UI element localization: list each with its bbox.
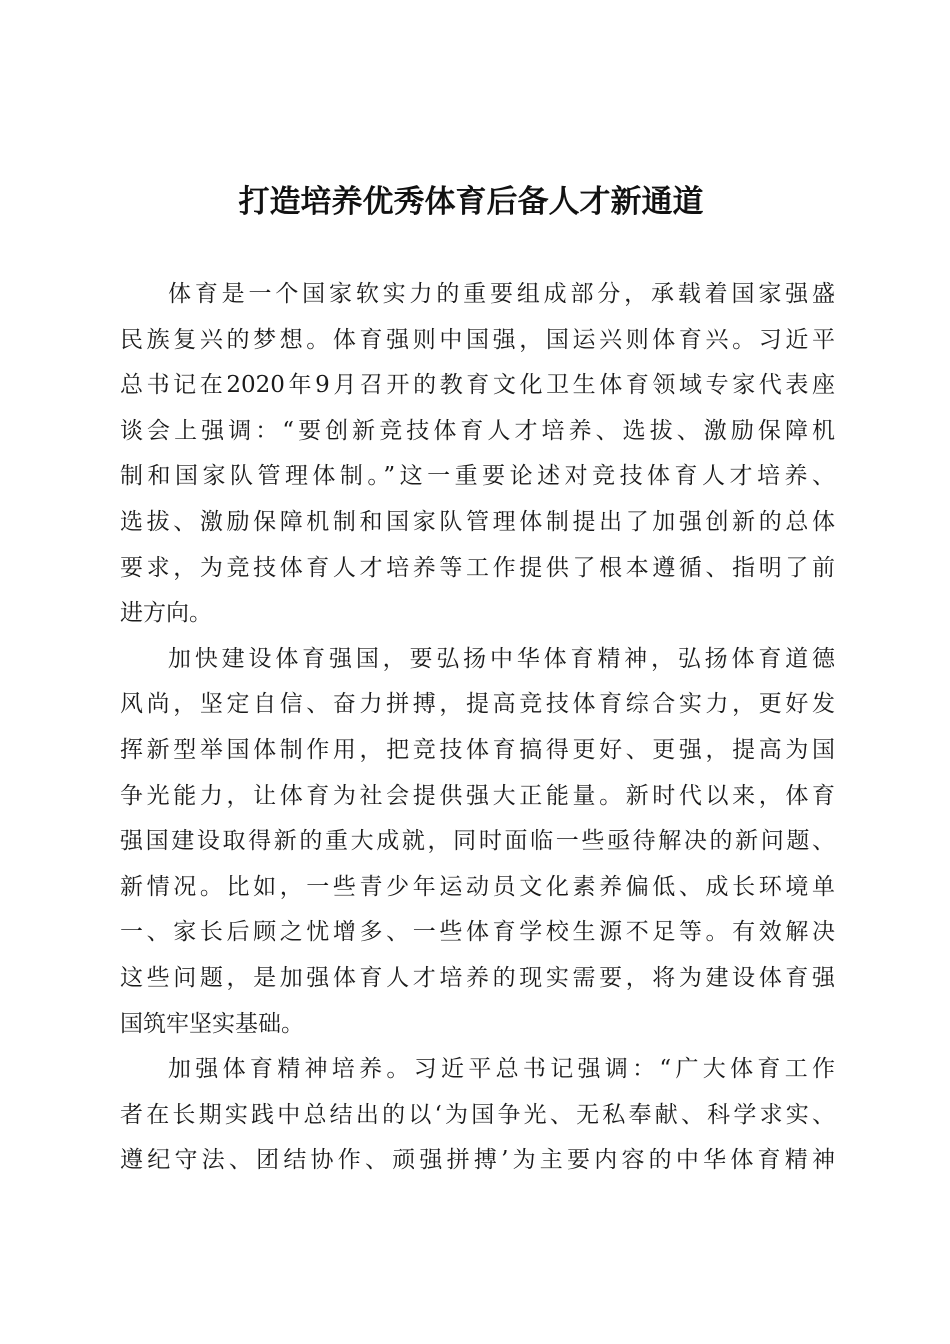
document-body <box>120 272 835 1184</box>
text-line: 选拔、激励保障机制和国家队管理体制提出了加强创新的总体 <box>120 508 835 535</box>
text-line: 者在长期实践中总结出的以‘为国争光、无私奉献、科学求实、 <box>120 1101 835 1128</box>
text-line: 加快建设体育强国，要弘扬中华体育精神，弘扬体育道德 <box>168 645 835 672</box>
text-line: 风尚，坚定自信、奋力拼搏，提高竞技体育综合实力，更好发 <box>120 691 835 718</box>
text-line: 制和国家队管理体制。”这一重要论述对竞技体育人才培养、 <box>120 463 835 490</box>
paragraph-1 <box>120 272 835 637</box>
text-line: 挥新型举国体制作用，把竞技体育搞得更好、更强，提高为国 <box>120 736 835 763</box>
document-title: 打造培养优秀体育后备人才新通道 <box>238 184 704 220</box>
text-line: 谈会上强调：“要创新竞技体育人才培养、选拔、激励保障机 <box>120 417 835 444</box>
text-line: 总书记在2020年9月召开的教育文化卫生体育领域专家代表座 <box>120 372 835 399</box>
text-line: 加强体育精神培养。习近平总书记强调：“广大体育工作 <box>168 1056 835 1083</box>
paragraph-2 <box>120 637 835 1047</box>
text-line: 新情况。比如，一些青少年运动员文化素养偏低、成长环境单 <box>120 873 835 900</box>
text-line: 一、家长后顾之忧增多、一些体育学校生源不足等。有效解决 <box>120 919 835 946</box>
text-line: 遵纪守法、团结协作、顽强拼搏’为主要内容的中华体育精神 <box>120 1147 835 1174</box>
text-line: 体育是一个国家软实力的重要组成部分，承载着国家强盛 <box>168 281 835 307</box>
text-line: 进方向。 <box>120 600 212 627</box>
text-line: 民族复兴的梦想。体育强则中国强，国运兴则体育兴。习近平 <box>120 326 835 353</box>
paragraph-3 <box>120 1047 835 1184</box>
text-line: 强国建设取得新的重大成就，同时面临一些亟待解决的新问题、 <box>120 828 835 855</box>
text-line: 国筑牢坚实基础。 <box>120 1010 304 1037</box>
text-line: 要求，为竞技体育人才培养等工作提供了根本遵循、指明了前 <box>120 554 835 581</box>
text-line: 争光能力，让体育为社会提供强大正能量。新时代以来，体育 <box>120 782 835 809</box>
text-line: 这些问题，是加强体育人才培养的现实需要，将为建设体育强 <box>120 964 835 991</box>
